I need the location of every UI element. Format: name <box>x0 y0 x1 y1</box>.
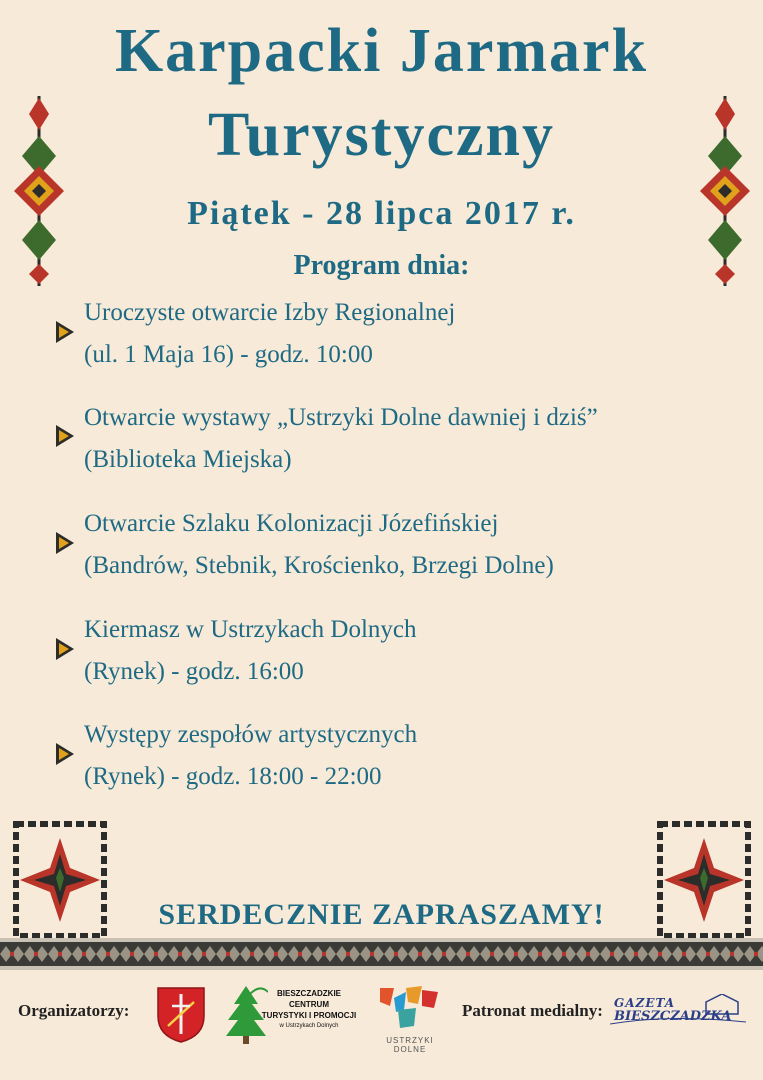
program-heading: Program dnia: <box>293 250 470 281</box>
invitation-text: SERDECZNIE ZAPRASZAMY! <box>158 898 605 931</box>
program-item-title: Występy zespołów artystycznych <box>84 721 418 748</box>
program-item-detail: (Rynek) - godz. 16:00 <box>84 658 304 685</box>
program-item <box>84 609 417 693</box>
program-item-detail: (ul. 1 Maja 16) - godz. 10:00 <box>84 341 373 368</box>
program-item <box>84 714 417 798</box>
gazeta-logo-line-1: GAZETA <box>614 996 676 1010</box>
media-patron-label: Patronat medialny: <box>462 1001 603 1020</box>
bullet-arrow-icon <box>54 636 76 662</box>
ustrzyki-dolne-logo-icon <box>378 984 440 1030</box>
bcti-line-3: TURYSTYKI I PROMOCJI <box>261 1011 357 1020</box>
program-item <box>84 292 455 376</box>
program-item <box>84 503 554 587</box>
bullet-arrow-icon <box>54 530 76 556</box>
bullet-arrow-icon <box>54 319 76 345</box>
program-item <box>84 397 598 481</box>
program-item-title: Uroczyste otwarcie Izby Regionalnej <box>84 299 456 326</box>
bcti-logo-text <box>254 988 364 1032</box>
coat-of-arms-icon <box>156 986 206 1044</box>
bcti-line-4: w Ustrzykach Dolnych <box>279 1023 339 1029</box>
ustrzyki-dolne-logo-text: USTRZYKI DOLNE <box>386 1036 434 1054</box>
event-date: Piątek - 28 lipca 2017 r. <box>187 195 576 232</box>
embroidery-border-band <box>0 938 763 970</box>
bcti-line-1: BIESZCZADZKIE <box>277 989 341 998</box>
program-item-detail: (Bandrów, Stebnik, Krościenko, Brzegi Dolne) <box>84 552 554 579</box>
program-item-title: Otwarcie Szlaku Kolonizacji Józefińskiej <box>84 510 499 537</box>
bcti-line-2: CENTRUM <box>289 1000 329 1009</box>
bullet-arrow-icon <box>54 741 76 767</box>
title-line-1: Karpacki Jarmark <box>114 17 649 85</box>
organizers-label: Organizatorzy: <box>18 1001 130 1020</box>
title-line-2: Turystyczny <box>208 101 555 169</box>
gazeta-logo-line-2: BIESZCZADZKA <box>614 1009 732 1024</box>
program-item-title: Otwarcie wystawy „Ustrzyki Dolne dawniej i dziś” <box>84 404 598 431</box>
bullet-arrow-icon <box>54 423 76 449</box>
program-item-detail: (Rynek) - godz. 18:00 - 22:00 <box>84 763 382 790</box>
program-item-detail: (Biblioteka Miejska) <box>84 446 292 473</box>
program-item-title: Kiermasz w Ustrzykach Dolnych <box>84 616 417 643</box>
gazeta-bieszczadzka-logo <box>610 994 746 1030</box>
